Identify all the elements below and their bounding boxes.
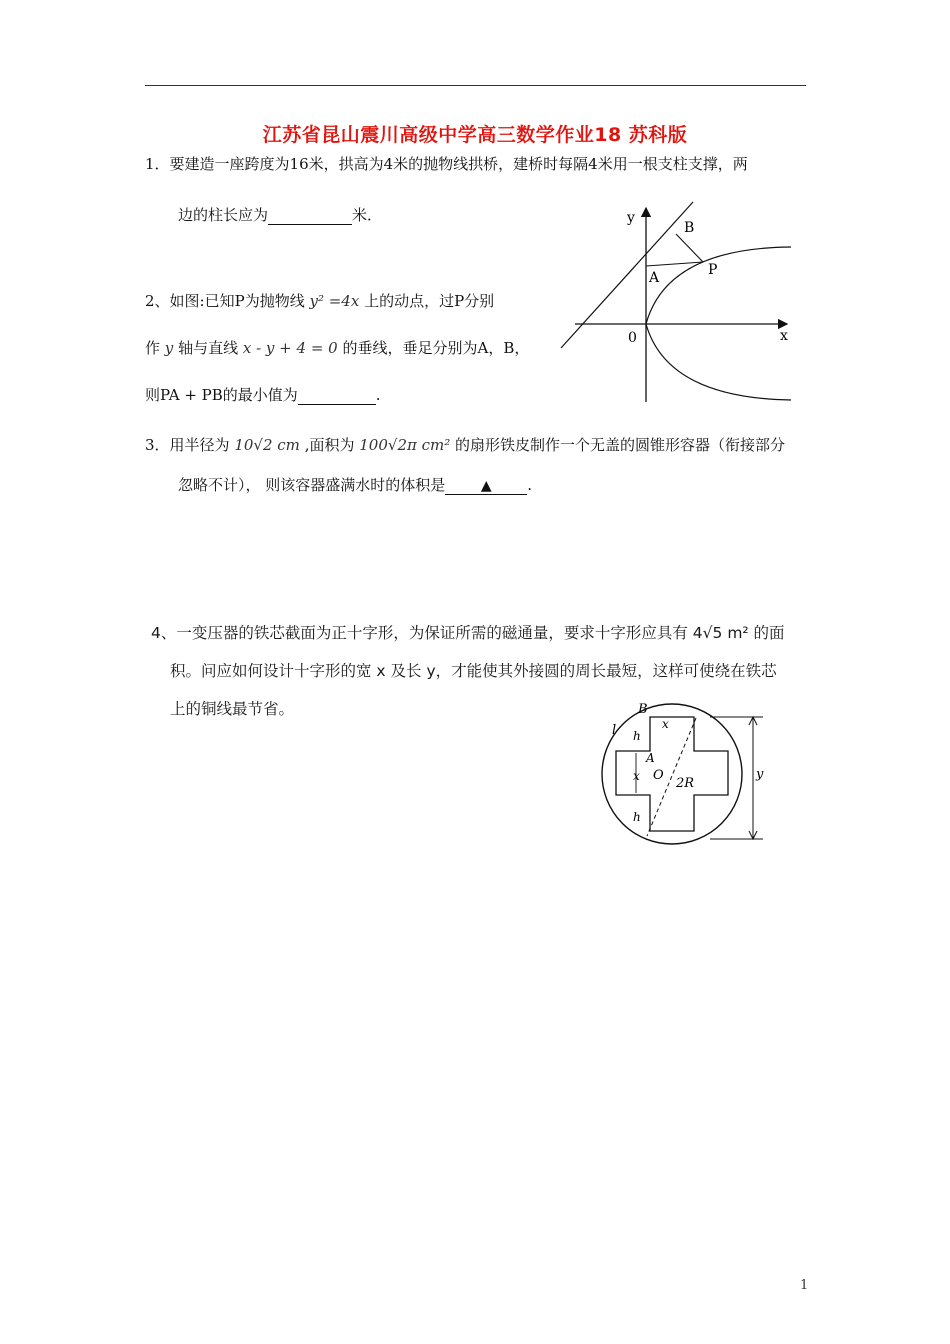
circumscribed-circle xyxy=(602,704,742,844)
q2-l2-mid: 轴与直线 xyxy=(178,339,239,357)
page-title: 江苏省昆山震川高级中学高三数学作业18 苏科版 xyxy=(262,124,688,146)
segment-PB xyxy=(676,234,703,262)
q3-l1-pre: 3．用半径为 xyxy=(145,436,230,454)
q1-line2 xyxy=(178,204,382,225)
q4-line1: 4、一变压器的铁芯截面为正十字形，为保证所需的磁通量，要求十字形应具有 4√5 m² 的面 xyxy=(151,624,785,642)
q3-l1-math2: 100√2π cm² xyxy=(359,436,451,454)
q2-l2-math1: y xyxy=(164,339,174,357)
q2-answer-blank[interactable] xyxy=(298,386,376,405)
q2-l1-post: 上的动点，过P分别 xyxy=(364,292,495,310)
fig2-label-2R: 2R xyxy=(676,776,695,791)
fig2-label-B: B xyxy=(638,702,648,717)
page-number: 1 xyxy=(800,1278,809,1293)
fig1-label-origin: 0 xyxy=(628,330,637,346)
header-rule xyxy=(145,85,806,86)
q1-line2-post: 米． xyxy=(352,206,383,224)
q4-line3: 上的铜线最节省。 xyxy=(170,700,295,718)
q2-l2-post: 的垂线，垂足分别为A，B， xyxy=(342,339,530,357)
fig2-label-x-mid: x xyxy=(633,769,640,783)
fig2-label-h-bot: h xyxy=(633,810,641,824)
q3-l1-post: 的扇形铁皮制作一个无盖的圆锥形容器（衔接部分 xyxy=(455,436,786,454)
q1-line1: 1．要建造一座跨度为16米，拱高为4米的抛物线拱桥，建桥时每隔4米用一根支柱支撑，两 xyxy=(145,155,748,173)
fig1-label-x: x xyxy=(780,328,788,344)
q3-l2-post: . xyxy=(527,476,533,494)
q2-l3-pre: 则PA + PB的最小值为 xyxy=(145,386,298,404)
fig2-label-A: A xyxy=(646,751,655,765)
q2-l3-post: . xyxy=(375,386,381,404)
fig2-label-y: y xyxy=(756,767,764,782)
q1-line2-pre: 边的柱长应为 xyxy=(178,206,269,224)
q3-l1-math1: 10√2 cm xyxy=(234,436,300,454)
q3-line2 xyxy=(178,474,532,495)
fig1-label-y: y xyxy=(627,210,635,226)
parabola-figure xyxy=(555,200,805,405)
fig1-label-P: P xyxy=(708,262,718,278)
cross-figure xyxy=(600,700,775,850)
q2-l2-pre: 作 xyxy=(145,339,161,357)
fig2-label-x-top: x xyxy=(662,717,669,731)
q3-line1 xyxy=(145,434,785,455)
fig1-label-A: A xyxy=(649,270,660,286)
fig1-label-B: B xyxy=(684,220,695,236)
q3-answer-mark: ▲ xyxy=(480,478,492,494)
fig2-label-l: l xyxy=(612,723,617,738)
q2-line1 xyxy=(145,290,494,311)
q2-l1-math: y² =4x xyxy=(309,292,360,310)
q3-answer-blank[interactable] xyxy=(445,476,527,495)
q2-l2-math2: x - y + 4 = 0 xyxy=(242,339,338,357)
q2-l1-pre: 2、如图:已知P为抛物线 xyxy=(145,292,305,310)
q2-line3 xyxy=(145,384,381,405)
q3-l2-pre: 忽略不计）， 则该容器盛满水时的体积是 xyxy=(178,476,446,494)
q1-answer-blank[interactable] xyxy=(268,206,352,225)
q4-line2: 积。问应如何设计十字形的宽 x 及长 y，才能使其外接圆的周长最短，这样可使绕在铁芯 xyxy=(170,662,777,680)
fig2-label-h-top: h xyxy=(633,729,641,743)
fig2-label-O: O xyxy=(653,768,664,783)
q3-l1-mid: ,面积为 xyxy=(304,436,355,454)
q2-line2 xyxy=(145,337,529,358)
